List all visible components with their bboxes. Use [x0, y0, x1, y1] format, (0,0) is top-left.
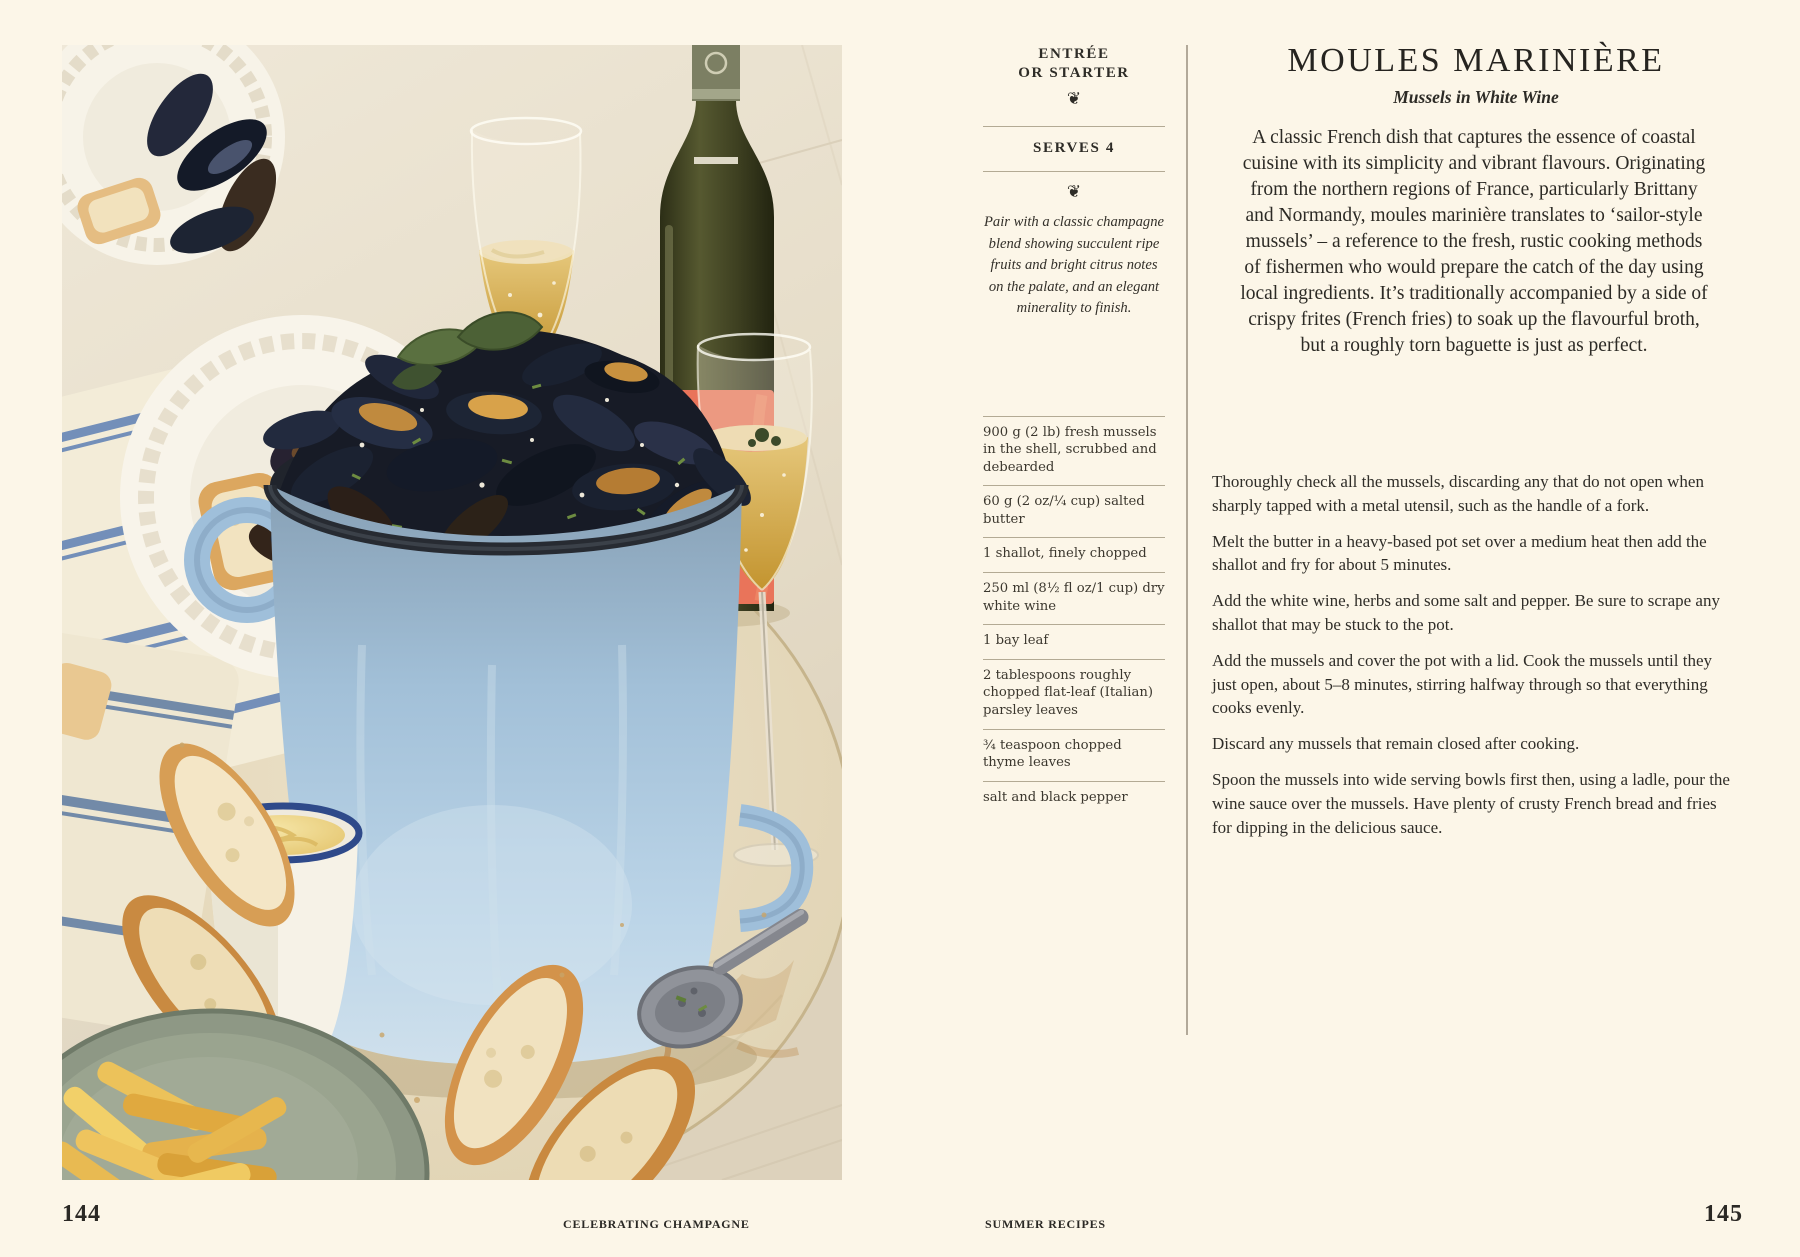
- ingredient-item: 250 ml (8½ fl oz/1 cup) dry white wine: [983, 572, 1165, 624]
- recipe-sidebar: [983, 45, 1165, 815]
- method-steps: [1212, 470, 1740, 851]
- sidebar-rule: [983, 171, 1165, 172]
- ingredient-item: 1 bay leaf: [983, 624, 1165, 659]
- column-divider: [1186, 45, 1188, 1035]
- method-step: Discard any mussels that remain closed after cooking.: [1212, 734, 1580, 754]
- recipe-header: [1212, 42, 1740, 108]
- recipe-title: MOULES MARINIÈRE: [1287, 42, 1665, 79]
- method-step: Spoon the mussels into wide serving bowls first then, using a ladle, pour the wine sauce over the mussels. Have plenty of crusty French bread and fries for dipping in the delicious sauce.: [1212, 769, 1730, 837]
- ingredient-item: 2 tablespoons roughly chopped flat-leaf (Italian) parsley leaves: [983, 659, 1165, 729]
- plate-top-left: [62, 45, 288, 265]
- ingredient-item: 1 shallot, finely chopped: [983, 537, 1165, 572]
- right-page-number: 145: [1704, 1201, 1743, 1227]
- left-running-footer: CELEBRATING CHAMPAGNE: [563, 1217, 750, 1231]
- fleuron-ornament-icon: ❦: [1066, 182, 1082, 201]
- recipe-photo-illustration: [62, 45, 842, 1180]
- method-step: Add the mussels and cover the pot with a lid. Cook the mussels until they just open, about 5–8 minutes, stirring halfway through so that everything cooks evenly.: [1212, 650, 1713, 718]
- serves-label: SERVES 4: [1033, 140, 1115, 156]
- left-page-number: 144: [62, 1201, 101, 1227]
- ingredient-item: salt and black pepper: [983, 781, 1165, 816]
- ingredients-list: [983, 416, 1165, 816]
- ingredient-item: 60 g (2 oz/¼ cup) salted butter: [983, 485, 1165, 537]
- category-line2: OR STARTER: [1018, 65, 1130, 81]
- sidebar-rule: [983, 126, 1165, 127]
- ingredient-item: 900 g (2 lb) fresh mussels in the shell, scrubbed and debearded: [983, 416, 1165, 486]
- category-line1: ENTRÉE: [1038, 46, 1110, 62]
- recipe-subtitle: Mussels in White Wine: [1393, 87, 1559, 107]
- fleuron-ornament-icon: ❦: [1066, 89, 1082, 108]
- recipe-intro: A classic French dish that captures the essence of coastal cuisine with its simplicity and vibrant flavours. Originating from the northern regions of France, particularly Brittany and Normandy, moules marinière translates to ‘sailor-style mussels’ – a reference to the fresh, rustic cooking methods of fishermen who would prepare the catch of the day using local ingredients. It’s traditionally accompanied by a side of crispy frites (French fries) to soak up the flavourful broth, but a roughly torn baguette is just as perfect.: [1240, 127, 1708, 356]
- method-step: Melt the butter in a heavy-based pot set over a medium heat then add the shallot and fry for about 5 minutes.: [1212, 531, 1707, 575]
- ingredient-item: ¾ teaspoon chopped thyme leaves: [983, 729, 1165, 781]
- pairing-note: Pair with a classic champagne blend showing succulent ripe fruits and bright citrus notes on the palate, and an elegant minerality to finish.: [984, 214, 1164, 316]
- category-heading: [983, 45, 1165, 83]
- right-running-footer: SUMMER RECIPES: [985, 1217, 1106, 1231]
- method-step: Add the white wine, herbs and some salt and pepper. Be sure to scrape any shallot that may be stuck to the pot.: [1212, 591, 1720, 634]
- recipe-photo: [62, 45, 842, 1180]
- method-step: Thoroughly check all the mussels, discarding any that do not open when sharply tapped with a metal utensil, such as the handle of a fork.: [1212, 472, 1704, 515]
